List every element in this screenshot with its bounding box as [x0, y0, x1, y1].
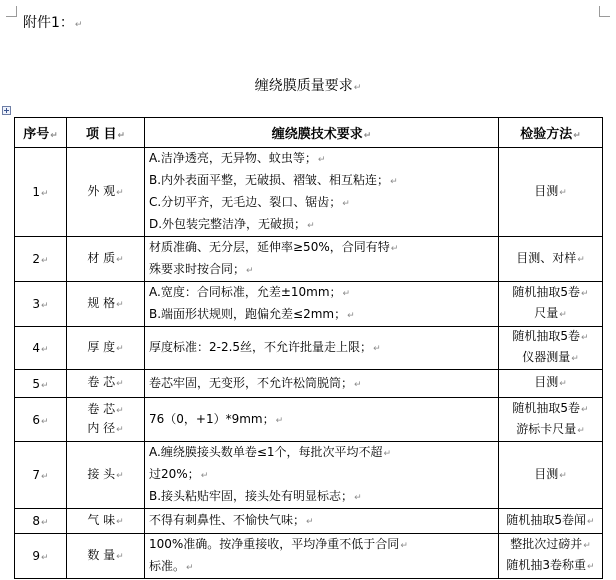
item-name-line: 接 头↵ — [87, 466, 124, 481]
inspection-method-text: 目测 — [534, 183, 559, 198]
serial-number-text: 9 — [32, 549, 41, 563]
serial-number-text: 1 — [32, 185, 41, 199]
row-technical-requirement — [145, 282, 499, 327]
item-name-line: 气 味↵ — [87, 512, 124, 527]
inspection-method-line: 目测↵ — [534, 466, 567, 481]
requirement-text: B.接头粘贴牢固，接头处有明显标志； — [149, 489, 354, 503]
item-name-wrap — [87, 401, 123, 439]
requirement-text: 标准。 — [149, 559, 186, 573]
requirement-line: 过20%；↵ — [149, 467, 209, 481]
row-technical-requirement — [145, 442, 499, 509]
row-technical-requirement — [145, 327, 499, 370]
item-name-wrap — [87, 512, 123, 531]
row-inspection-method — [499, 509, 603, 534]
serial-number-text: 4 — [32, 341, 41, 355]
inspection-method-text: 目测 — [534, 466, 559, 481]
item-name-text: 气 味 — [87, 512, 116, 527]
row-inspection-method — [499, 442, 603, 509]
requirement-text: A.洁净透亮，无异物、蚊虫等； — [149, 151, 317, 165]
requirement-text: 厚度标准：2-2.5丝，不允许批量走上限； — [149, 340, 373, 354]
requirement-line: 卷芯牢固，无变形，不允许松筒脱筒；↵ — [149, 375, 362, 390]
serial-number-text: 8 — [32, 514, 41, 528]
table-row — [15, 509, 603, 534]
row-serial-number: 9↵ — [15, 534, 67, 579]
inspection-method-wrap — [516, 249, 585, 270]
row-serial-number: 4↵ — [15, 327, 67, 370]
requirement-line: D.外包装完整洁净，无破损；↵ — [149, 217, 315, 231]
header-item: 项 目↵ — [67, 118, 145, 148]
requirement-line: C.分切平齐，无毛边、裂口、锯齿；↵ — [149, 195, 350, 209]
row-serial-number: 6↵ — [15, 398, 67, 442]
row-serial-number: 2↵ — [15, 237, 67, 282]
inspection-method-line: 目测↵ — [534, 183, 567, 198]
item-name-wrap — [87, 339, 123, 358]
item-name-text: 卷 芯 — [87, 401, 116, 416]
item-name-line: 规 格↵ — [87, 295, 124, 310]
inspection-method-text: 目测 — [534, 375, 559, 389]
row-inspection-method — [499, 534, 603, 579]
requirement-text: 不得有刺鼻性、不愉快气味； — [149, 513, 306, 527]
inspection-method-text: 整批次过磅并 — [510, 537, 583, 551]
row-inspection-method — [499, 148, 603, 237]
table-row — [15, 148, 603, 237]
item-name-line: 卷 芯↵ — [87, 375, 124, 389]
attachment-label: 附件1：↵ — [23, 15, 83, 31]
row-item-name — [67, 534, 145, 579]
table-move-handle-icon[interactable] — [2, 106, 11, 115]
requirement-line: A.缠绕膜接头数单卷≤1个，每批次平均不超↵ — [149, 445, 392, 459]
item-name-text: 外 观 — [87, 183, 116, 198]
requirement-text: C.分切平齐，无毛边、裂口、锯齿； — [149, 195, 342, 209]
inspection-method-wrap — [506, 535, 594, 577]
table-row — [15, 237, 603, 282]
inspection-method-line: 随机抽3卷称重↵ — [506, 558, 595, 572]
item-name-text: 卷 芯 — [87, 375, 116, 389]
item-name-line: 厚 度↵ — [87, 339, 124, 354]
requirement-line: 厚度标准：2-2.5丝，不允许批量走上限；↵ — [149, 340, 381, 354]
item-name-text: 厚 度 — [87, 339, 116, 354]
header-inspection-method: 检验方法↵ — [499, 118, 603, 148]
row-technical-requirement — [145, 398, 499, 442]
requirement-text: A.宽度：合同标准，允差±10mm； — [149, 285, 342, 299]
requirement-line: 不得有刺鼻性、不愉快气味；↵ — [149, 513, 314, 527]
item-name-line: 外 观↵ — [87, 183, 124, 198]
item-name-line: 卷 芯↵ — [87, 401, 124, 416]
requirement-line: B.端面形状规则，跑偏允差≤2mm；↵ — [149, 307, 355, 321]
row-serial-number: 3↵ — [15, 282, 67, 327]
table-header-row — [15, 118, 603, 148]
row-technical-requirement — [145, 534, 499, 579]
row-technical-requirement — [145, 237, 499, 282]
inspection-method-line: 随机抽取5卷↵ — [512, 400, 589, 415]
serial-number-text: 6 — [32, 412, 41, 427]
requirement-line: 100%准确。按净重接收，平均净重不低于合同↵ — [149, 537, 408, 551]
row-item-name — [67, 282, 145, 327]
requirement-text: 材质准确、无分层，延伸率≥50%，合同有特 — [149, 240, 390, 254]
inspection-method-line: 游标卡尺量↵ — [516, 421, 585, 436]
inspection-method-text: 尺量 — [534, 306, 559, 320]
row-technical-requirement — [145, 509, 499, 534]
item-name-wrap — [87, 374, 123, 393]
item-name-text: 规 格 — [87, 295, 116, 310]
table-row — [15, 282, 603, 327]
inspection-method-wrap — [534, 182, 567, 203]
row-inspection-method — [499, 237, 603, 282]
row-item-name — [67, 237, 145, 282]
inspection-method-wrap — [512, 283, 588, 325]
requirement-line: A.宽度：合同标准，允差±10mm；↵ — [149, 285, 351, 299]
table-row — [15, 370, 603, 398]
requirement-line: 殊要求时按合同；↵ — [149, 262, 254, 276]
inspection-method-line: 随机抽取5卷闻↵ — [506, 512, 595, 527]
inspection-method-text: 随机抽取5卷 — [512, 285, 581, 299]
item-name-text: 接 头 — [87, 466, 116, 481]
table-row — [15, 327, 603, 370]
serial-number-text: 2 — [32, 252, 41, 266]
row-serial-number: 1↵ — [15, 148, 67, 237]
item-name-wrap — [87, 295, 123, 314]
inspection-method-line: 整批次过磅并↵ — [510, 537, 591, 551]
row-item-name — [67, 509, 145, 534]
requirement-text: 100%准确。按净重接收，平均净重不低于合同 — [149, 537, 400, 551]
inspection-method-line: 目测、对样↵ — [516, 250, 585, 265]
requirement-line: B.内外表面平整，无破损、褶皱、相互粘连；↵ — [149, 173, 398, 187]
requirement-text: B.内外表面平整，无破损、褶皱、相互粘连； — [149, 173, 390, 187]
item-name-line: 数 量↵ — [87, 547, 124, 562]
requirement-line: 标准。↵ — [149, 559, 194, 573]
inspection-method-line: 随机抽取5卷↵ — [512, 285, 589, 299]
requirement-text: 过20%； — [149, 467, 200, 481]
quality-requirements-table — [14, 117, 603, 579]
row-serial-number: 5↵ — [15, 370, 67, 398]
item-name-text: 内 径 — [87, 420, 116, 435]
table-row — [15, 442, 603, 509]
header-technical-requirements: 缠绕膜技术要求↵ — [145, 118, 499, 148]
inspection-method-text: 随机抽取5卷 — [512, 329, 581, 343]
row-serial-number: 7↵ — [15, 442, 67, 509]
requirement-text: 殊要求时按合同； — [149, 262, 246, 276]
inspection-method-line: 尺量↵ — [534, 306, 567, 320]
serial-number-text: 5 — [32, 376, 41, 391]
inspection-method-text: 仪器测量 — [522, 350, 571, 364]
row-item-name — [67, 327, 145, 370]
item-name-wrap — [87, 250, 123, 269]
row-inspection-method — [499, 327, 603, 370]
inspection-method-text: 目测、对样 — [516, 250, 577, 265]
item-name-wrap — [87, 183, 123, 202]
row-serial-number: 8↵ — [15, 509, 67, 534]
inspection-method-wrap — [534, 465, 567, 486]
serial-number-text: 7 — [32, 468, 41, 482]
inspection-method-line: 仪器测量↵ — [522, 350, 579, 364]
row-item-name — [67, 442, 145, 509]
requirement-text: B.端面形状规则，跑偏允差≤2mm； — [149, 307, 347, 321]
header-serial-number: 序号↵ — [15, 118, 67, 148]
table-row — [15, 398, 603, 442]
inspection-method-text: 随机抽取5卷 — [512, 400, 581, 415]
requirement-line: 76（0，+1）*9mm；↵ — [149, 411, 284, 426]
table-row — [15, 534, 603, 579]
row-item-name — [67, 148, 145, 237]
requirement-text: A.缠绕膜接头数单卷≤1个，每批次平均不超 — [149, 445, 383, 459]
inspection-method-text: 随机抽取5卷闻 — [506, 512, 587, 527]
serial-number-text: 3 — [32, 297, 41, 311]
row-item-name — [67, 398, 145, 442]
requirement-line: 材质准确、无分层，延伸率≥50%，合同有特↵ — [149, 240, 399, 254]
item-name-line: 内 径↵ — [87, 420, 124, 435]
inspection-method-line: 目测↵ — [534, 375, 567, 389]
row-item-name — [67, 370, 145, 398]
requirement-text: 卷芯牢固，无变形，不允许松筒脱筒； — [149, 375, 354, 390]
item-name-text: 数 量 — [87, 547, 116, 562]
page-corner-mark-left — [6, 6, 17, 17]
inspection-method-wrap — [512, 327, 588, 369]
row-technical-requirement — [145, 370, 499, 398]
inspection-method-wrap — [512, 399, 588, 441]
inspection-method-wrap — [506, 511, 594, 532]
document-title: 缠绕膜质量要求↵ — [254, 78, 362, 94]
item-name-wrap — [87, 547, 123, 566]
row-technical-requirement — [145, 148, 499, 237]
inspection-method-text: 随机抽3卷称重 — [506, 558, 587, 572]
requirement-text: D.外包装完整洁净，无破损； — [149, 217, 307, 231]
inspection-method-text: 游标卡尺量 — [516, 421, 577, 436]
page-corner-mark-right — [599, 6, 610, 17]
requirement-text: 76（0，+1）*9mm； — [149, 411, 275, 426]
inspection-method-line: 随机抽取5卷↵ — [512, 329, 589, 343]
row-inspection-method — [499, 282, 603, 327]
requirement-line: B.接头粘贴牢固，接头处有明显标志；↵ — [149, 489, 362, 503]
row-inspection-method — [499, 370, 603, 398]
item-name-line: 材 质↵ — [87, 250, 124, 265]
inspection-method-wrap — [534, 373, 567, 394]
item-name-text: 材 质 — [87, 250, 116, 265]
row-inspection-method — [499, 398, 603, 442]
requirement-line: A.洁净透亮，无异物、蚊虫等；↵ — [149, 151, 326, 165]
item-name-wrap — [87, 466, 123, 485]
